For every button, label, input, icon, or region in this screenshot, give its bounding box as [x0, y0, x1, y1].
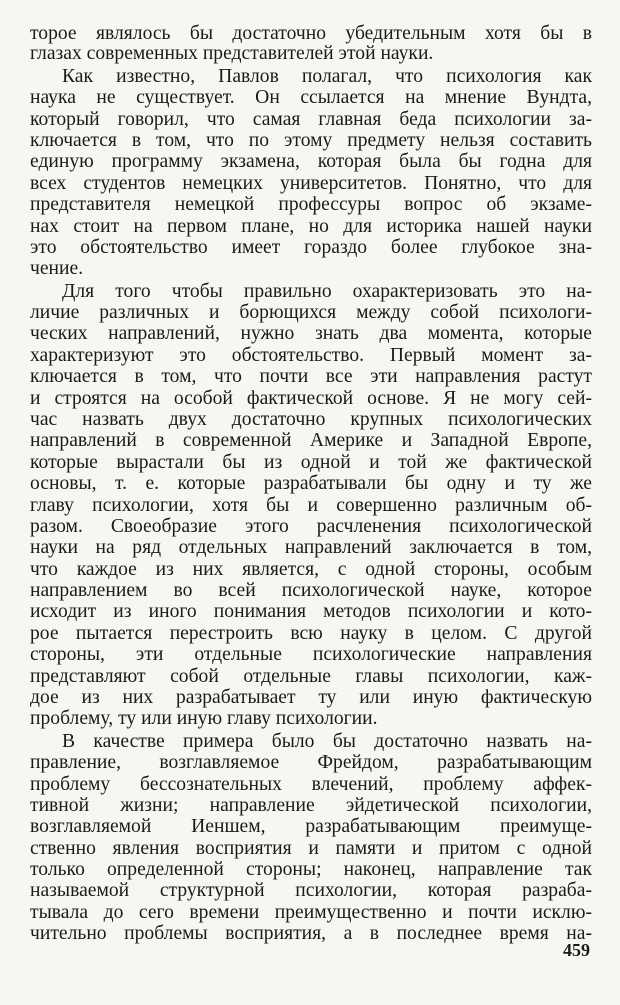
text-line: ческих направлений, нужно знать два момента, которые	[30, 323, 592, 344]
paragraph-start-line: Для того чтобы правильно охарактеризовать это на-	[62, 281, 592, 302]
paragraph-start-line: В качестве примера было бы достаточно назвать на-	[62, 731, 592, 752]
text-line: проблему бессознательных влечений, проблему аффек-	[30, 774, 592, 795]
text-line: направлением во всей психологической науке, которое	[30, 580, 592, 601]
text-line: возглавляемой Иеншем, разрабатывающим преимуще-	[30, 816, 592, 837]
text-line: всех студентов немецких университетов. Понятно, что для	[30, 173, 592, 194]
text-line: разом. Своеобразие этого расчленения психологической	[30, 516, 592, 537]
text-line: нах стоит на первом плане, но для историка нашей науки	[30, 216, 592, 237]
text-line: торое являлось бы достаточно убедительным хотя бы в	[30, 23, 592, 44]
text-line: ключается в том, что по этому предмету нельзя составить	[30, 130, 592, 151]
text-line: и строятся на особой фактической основе. Я не могу сей-	[30, 388, 592, 409]
text-line: направлений в современной Америке и Западной Европе,	[30, 430, 592, 451]
text-line: час назвать двух достаточно крупных психологических	[30, 409, 592, 430]
text-line: проблему, ту или иную главу психологии.	[30, 708, 378, 729]
text-line: что каждое из них является, с одной стороны, особым	[30, 559, 592, 580]
text-line: ственно явления восприятия и памяти и притом с одной	[30, 838, 592, 859]
text-line: ключается в том, что почти все эти направления растут	[30, 366, 592, 387]
text-line: тывала до сего времени преимущественно и почти исклю-	[30, 902, 592, 923]
text-line: чение.	[30, 258, 84, 279]
text-line: представляют собой отдельные главы психологии, каж-	[30, 666, 592, 687]
text-line: главу психологии, хотя бы и совершенно различным об-	[30, 495, 592, 516]
text-line: глазах современных представителей этой науки.	[30, 43, 434, 64]
text-line: рое пытается перестроить всю науку в целом. С другой	[30, 623, 592, 644]
text-line: тивной жизни; направление эйдетической психологии,	[30, 795, 592, 816]
page-text	[30, 22, 592, 982]
text-line: личие различных и борющихся между собой психологи-	[30, 302, 592, 323]
text-line: единую программу экзамена, которая была бы годна для	[30, 151, 592, 172]
text-line: который говорил, что самая главная беда психологии за-	[30, 109, 592, 130]
text-line: только определенной стороны; наконец, направление так	[30, 859, 592, 880]
page-number: 459	[563, 940, 590, 960]
text-line: науки на ряд отдельных направлений заключается в том,	[30, 537, 592, 558]
text-line: стороны, эти отдельные психологические направления	[30, 644, 592, 665]
text-line: это обстоятельство имеет гораздо более глубокое зна-	[30, 237, 592, 258]
text-line: правление, возглавляемое Фрейдом, разрабатывающим	[30, 752, 592, 773]
text-line: исходит из иного понимания методов психологии и кото-	[30, 601, 592, 622]
text-line: называемой структурной психологии, которая разраба-	[30, 880, 592, 901]
text-line: чительно проблемы восприятия, а в последнее время на-	[30, 923, 592, 944]
text-line: основы, т. е. которые разрабатывали бы одну и ту же	[30, 473, 592, 494]
text-line: наука не существует. Он ссылается на мнение Вундта,	[30, 87, 592, 108]
text-line: характеризуют это обстоятельство. Первый момент за-	[30, 345, 592, 366]
text-line: которые вырастали бы из одной и той же фактической	[30, 452, 592, 473]
text-line: дое из них разрабатывает ту или иную фактическую	[30, 687, 592, 708]
paragraph-start-line: Как известно, Павлов полагал, что психология как	[62, 66, 592, 87]
text-line: представителя немецкой профессуры вопрос об экзаме-	[30, 194, 592, 215]
